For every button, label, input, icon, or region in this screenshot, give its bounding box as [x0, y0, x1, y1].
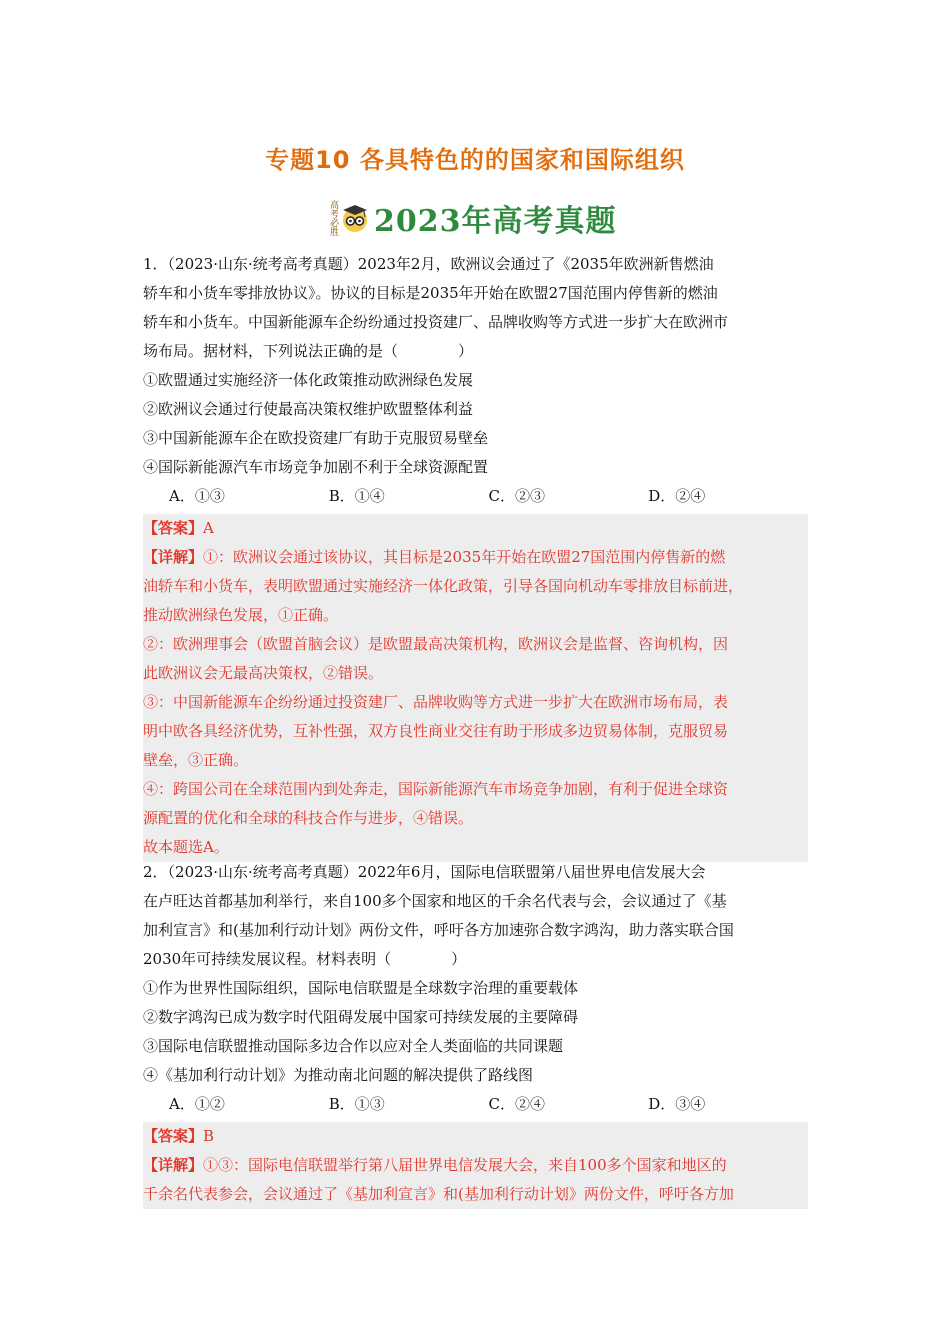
q2-option-c: C．②④	[488, 1095, 545, 1113]
q2-options	[143, 1090, 808, 1119]
q2-statement: ④《基加利行动计划》为推动南北问题的解决提供了路线图	[143, 1066, 534, 1084]
q2-stem-line: 加利宣言》和(基加利行动计划》两份文件，呼吁各方加速弥合数字鸿沟，助力落实联合国	[143, 921, 734, 939]
q2-answer	[143, 1122, 808, 1151]
question-1	[143, 250, 808, 511]
q1-detail-line: 油轿车和小货车，表明欧盟通过实施经济一体化政策，引导各国向机动车零排放目标前进，	[143, 577, 744, 595]
q1-detail-line: 此欧洲议会无最高决策权，②错误。	[143, 664, 384, 682]
q2-statement: ②数字鸿沟已成为数字时代阻碍发展中国家可持续发展的主要障碍	[143, 1008, 579, 1026]
q1-detail-line	[143, 543, 808, 572]
q1-option-a: A．①③	[169, 487, 225, 505]
q1-statement: ②欧洲议会通过行使最高决策权维护欧盟整体利益	[143, 400, 474, 418]
answer-tag: 【答案】	[143, 1127, 204, 1145]
q1-statement: ③中国新能源车企在欧投资建厂有助于克服贸易壁垒	[143, 429, 489, 447]
q1-detail-line: ②：欧洲理事会（欧盟首脑会议）是欧盟最高决策机构，欧洲议会是监督、咨询机构，因	[143, 635, 729, 653]
q1-statement: ①欧盟通过实施经济一体化政策推动欧洲绿色发展	[143, 371, 474, 389]
banner-title: 2023年高考真题	[374, 204, 617, 239]
answer-tag: 【答案】	[143, 519, 204, 537]
page-title: 专题10 各具特色的的国家和国际组织	[265, 146, 685, 174]
q1-option-d: D．②④	[648, 487, 706, 505]
q1-detail-line: ③：中国新能源车企纷纷通过投资建厂、品牌收购等方式进一步扩大在欧洲市场布局，表	[143, 693, 729, 711]
detail-text: ①：欧洲议会通过该协议，其目标是2035年开始在欧盟27国范围内停售新的燃	[203, 548, 726, 566]
badge-text: 高考必胜	[328, 200, 338, 236]
q1-detail-line: 推动欧洲绿色发展，①正确。	[143, 606, 339, 624]
detail-tag: 【详解】	[143, 548, 204, 566]
q1-detail-line: 明中欧各具经济优势，互补性强，双方良性商业交往有助于形成多边贸易体制，克服贸易	[143, 722, 729, 740]
detail-text: ①③：国际电信联盟举行第八届世界电信发展大会，来自100多个国家和地区的	[203, 1156, 727, 1174]
q2-stem-line: 在卢旺达首都基加利举行，来自100多个国家和地区的千余名代表与会，会议通过了《基	[143, 892, 727, 910]
section-banner	[328, 196, 617, 240]
answer-value: B	[203, 1127, 215, 1145]
q1-stem-line: 轿车和小货车。中国新能源车企纷纷通过投资建厂、品牌收购等方式进一步扩大在欧洲市	[143, 313, 729, 331]
q1-options	[143, 482, 808, 511]
q2-detail-line: 千余名代表参会，会议通过了《基加利宣言》和(基加利行动计划》两份文件，呼吁各方加	[143, 1185, 734, 1203]
q1-detail-line: 壁垒，③正确。	[143, 751, 249, 769]
q2-stem-line: 2．（2023·山东·统考高考真题）2022年6月，国际电信联盟第八届世界电信发展大会	[143, 863, 706, 881]
q1-stem-line: 场布局。据材料，下列说法正确的是（ ）	[143, 342, 474, 360]
q1-statement: ④国际新能源汽车市场竞争加剧不利于全球资源配置	[143, 458, 489, 476]
q2-answer-box	[143, 1122, 808, 1209]
question-2	[143, 858, 808, 1119]
q1-answer-box	[143, 514, 808, 862]
q1-option-c: C．②③	[488, 487, 545, 505]
q1-answer	[143, 514, 808, 543]
q2-option-d: D．③④	[648, 1095, 706, 1113]
q2-detail-line	[143, 1151, 808, 1180]
q1-option-b: B．①④	[328, 487, 385, 505]
q1-detail-line: 故本题选A。	[143, 838, 229, 856]
q1-detail-line: 源配置的优化和全球的科技合作与进步，④错误。	[143, 809, 474, 827]
q2-option-b: B．①③	[328, 1095, 385, 1113]
q1-stem-line: 1．（2023·山东·统考高考真题）2023年2月，欧洲议会通过了《2035年欧洲新售燃油	[143, 255, 714, 273]
detail-tag: 【详解】	[143, 1156, 204, 1174]
q2-stem-line: 2030年可持续发展议程。材料表明（ ）	[143, 950, 467, 968]
q1-stem-line: 轿车和小货车零排放协议》。协议的目标是2035年开始在欧盟27国范围内停售新的燃油	[143, 284, 718, 302]
graduate-mascot-icon	[340, 203, 370, 233]
q2-statement: ①作为世界性国际组织，国际电信联盟是全球数字治理的重要载体	[143, 979, 579, 997]
q2-option-a: A．①②	[169, 1095, 225, 1113]
q1-detail-line: ④：跨国公司在全球范围内到处奔走，国际新能源汽车市场竞争加剧，有利于促进全球资	[143, 780, 729, 798]
answer-value: A	[203, 519, 214, 537]
q2-statement: ③国际电信联盟推动国际多边合作以应对全人类面临的共同课题	[143, 1037, 564, 1055]
